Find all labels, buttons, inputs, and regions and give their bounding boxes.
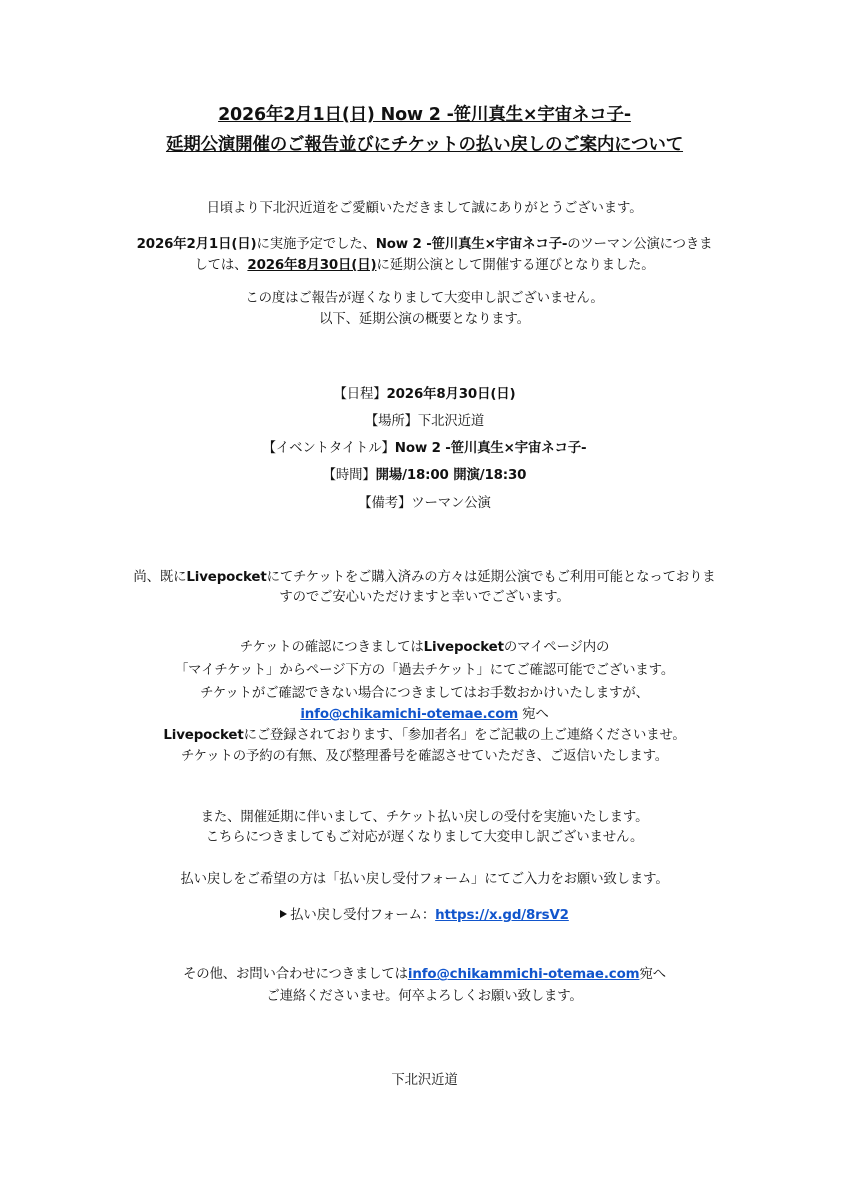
ticket-valid-text-b: にてチケットをご購入済みの方々は延期公演でもご利用可能となっておりま (266, 570, 716, 585)
ticket-valid-text-a: 尚、既に (133, 570, 187, 585)
signature: 下北沢近道 (391, 1073, 458, 1088)
title-line-2: 延期公演開催のご報告並びにチケットの払い戻しのご案内について (165, 135, 684, 155)
refund-form-label: 払い戻し受付フォーム： (290, 908, 436, 923)
contact-line-1 (40, 966, 809, 984)
apology-text: この度はご報告が遅くなりまして大変申し訳ございません。 (245, 291, 604, 306)
ticket-check-line-6: チケットの予約の有無、及び整理番号を確認させていただき、ご返信いたします。 (180, 749, 669, 764)
support-email-suffix: 宛へ (518, 707, 549, 722)
livepocket-name: Livepocket (163, 728, 244, 743)
detail-notes (40, 495, 809, 513)
overview-intro-text: 以下、延期公演の概要となります。 (319, 312, 530, 327)
detail-date-label: 【日程】 (333, 387, 387, 402)
ticket-check-line-2: 「マイチケット」からページ下方の「過去チケット」にてご確認可能でございます。 (174, 663, 675, 678)
contact-email-link[interactable]: info@chikammichi-otemae.com (407, 967, 640, 982)
support-email-link[interactable]: info@chikamichi-otemae.com (300, 707, 519, 722)
refund-line-1: また、開催延期に伴いまして、チケット払い戻しの受付を実施いたします。 (200, 810, 649, 825)
ticket-check-line-4 (40, 706, 809, 724)
detail-time (40, 467, 809, 485)
detail-venue-value: 下北沢近道 (417, 414, 485, 429)
detail-date-value: 2026年8月30日(日) (386, 387, 516, 402)
ticket-check-line-1 (40, 639, 809, 657)
greeting-text: 日頃より下北沢近道をご愛顧いただきまして誠にありがとうございます。 (206, 201, 643, 216)
announcement-text-a: に実施予定でした、 (256, 237, 376, 252)
contact-line-2: ご連絡くださいませ。何卒よろしくお願い致します。 (266, 989, 583, 1004)
announcement-text-b: のツーマン公演につきま (567, 237, 713, 252)
ticket-check-text-b: のマイページ内の (503, 640, 610, 655)
detail-date (40, 386, 809, 404)
detail-notes-label: 【備考】 (358, 496, 412, 511)
detail-venue-label: 【場所】 (364, 414, 418, 429)
new-date: 2026年8月30日(日) (247, 258, 377, 273)
title-line-1: 2026年2月1日(日) Now 2 -笹川真生×宇宙ネコ子- (218, 105, 631, 125)
announcement-line-1 (40, 236, 809, 254)
livepocket-name: Livepocket (186, 570, 267, 585)
announcement-text-d: に延期公演として開催する運びとなりました。 (376, 258, 655, 273)
detail-event-label: 【イベントタイトル】 (262, 441, 395, 456)
ticket-valid-line-2: すのでご安心いただけますと幸いでございます。 (279, 590, 570, 605)
detail-time-label: 【時間】 (322, 468, 376, 483)
refund-form-line (40, 907, 809, 925)
ticket-valid-line-1 (40, 569, 809, 587)
detail-notes-value: ツーマン公演 (411, 496, 491, 511)
event-name: Now 2 -笹川真生×宇宙ネコ子- (375, 237, 568, 252)
ticket-check-text-c: にご登録されております、「参加者名」をご記載の上ご連絡くださいませ。 (243, 728, 686, 743)
refund-line-2: こちらにつきましてもご対応が遅くなりまして大変申し訳ございません。 (205, 830, 644, 845)
triangle-bullet-icon (280, 910, 287, 918)
detail-venue (40, 413, 809, 431)
ticket-check-text-a: チケットの確認につきましては (239, 640, 424, 655)
ticket-check-line-5 (40, 727, 809, 745)
livepocket-name: Livepocket (423, 640, 504, 655)
contact-text-b: 宛へ (639, 967, 666, 982)
detail-event-title (40, 440, 809, 458)
announcement-line-2 (40, 257, 809, 275)
contact-text-a: その他、お問い合わせにつきましては (183, 967, 408, 982)
refund-line-3: 払い戻しをご希望の方は「払い戻し受付フォーム」にてご入力をお願い致します。 (180, 872, 669, 887)
ticket-check-line-3: チケットがご確認できない場合につきましてはお手数おかけいたしますが、 (200, 686, 649, 701)
detail-event-value: Now 2 -笹川真生×宇宙ネコ子- (394, 441, 587, 456)
announcement-text-c: しては、 (194, 258, 248, 273)
original-date: 2026年2月1日(日) (136, 237, 257, 252)
detail-time-value: 開場/18:00 開演/18:30 (375, 468, 527, 483)
refund-form-link[interactable]: https://x.gd/8rsV2 (435, 908, 569, 923)
